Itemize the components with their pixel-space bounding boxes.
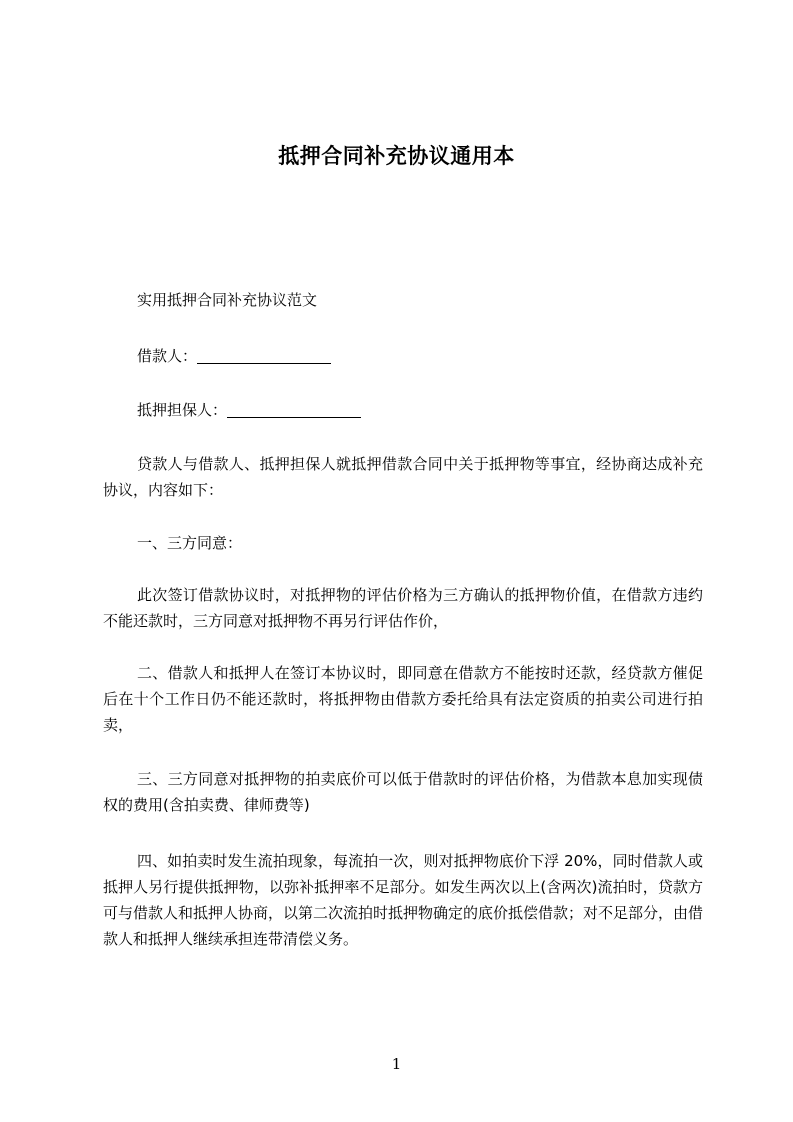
intro-paragraph: 贷款人与借款人、抵押担保人就抵押借款合同中关于抵押物等事宜，经协商达成补充协议，内容如下： <box>103 455 703 499</box>
page-number: 1 <box>391 1055 402 1073</box>
section2-paragraph: 二、借款人和抵押人在签订本协议时，即同意在借款方不能按时还款，经贷款方催促后在十个工作日仍不能还款时，将抵押物由借款方委托给具有法定资质的拍卖公司进行拍卖， <box>103 664 703 734</box>
section3-paragraph: 三、三方同意对抵押物的拍卖底价可以低于借款时的评估价格，为借款本息加实现债权的费用(含拍卖费、律师费等) <box>103 770 703 814</box>
mortgagor-label: 抵押担保人： <box>137 401 228 419</box>
section1-heading: 一、三方同意： <box>137 534 243 552</box>
borrower-label: 借款人： <box>137 347 198 365</box>
section4-paragraph: 四、如拍卖时发生流拍现象，每流拍一次，则对抵押物底价下浮 20%，同时借款人或抵押人另行提供抵押物，以弥补抵押率不足部分。如发生两次以上(含两次)流拍时，贷款方可与借款人和抵押人协商，以第二次流拍时抵押物确定的底价抵偿借款；对不足部分，由借款人和抵押人继续承担连带清偿义务。 <box>103 852 704 948</box>
document-title: 抵押合同补充协议通用本 <box>278 144 515 168</box>
subtitle-text: 实用抵押合同补充协议范文 <box>137 291 318 309</box>
section1-body: 此次签订借款协议时，对抵押物的评估价格为三方确认的抵押物价值，在借款方违约不能还款时，三方同意对抵押物不再另行评估作价， <box>103 586 703 630</box>
borrower-line <box>103 343 703 369</box>
mortgagor-blank <box>227 401 361 418</box>
borrower-blank <box>197 347 331 364</box>
document-subtitle <box>103 287 703 313</box>
mortgagor-line <box>103 397 703 423</box>
